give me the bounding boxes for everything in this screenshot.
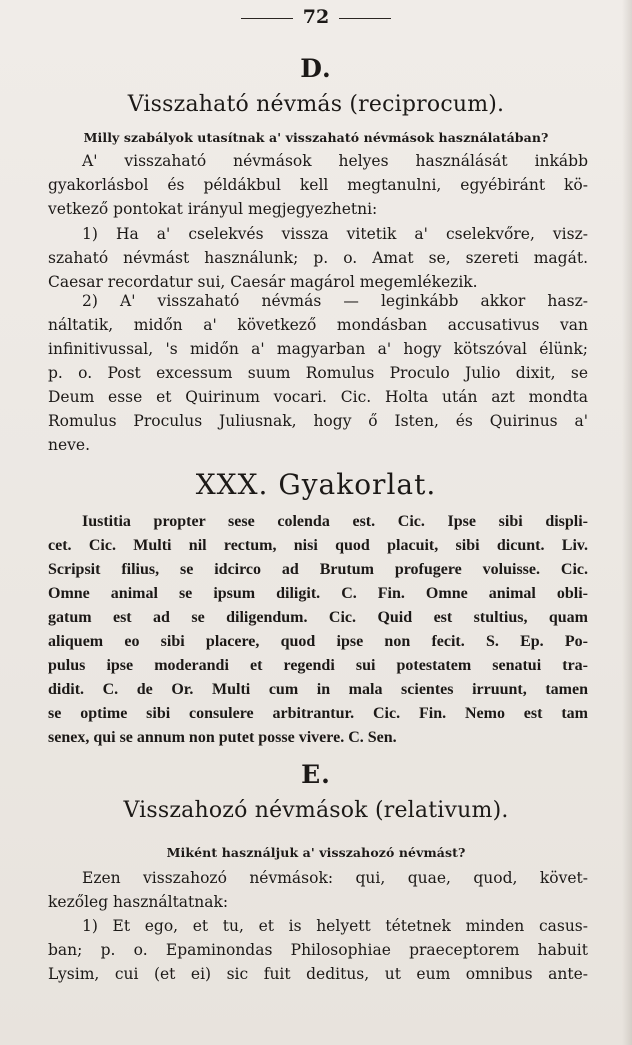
page-edge-shadow	[622, 0, 632, 1045]
text-line: pulus ipse moderandi et regendi sui potestatem senatui tra-	[48, 657, 588, 674]
section-d-rule-1	[48, 222, 588, 294]
text-line: ban; p. o. Epaminondas Philosophiae praeceptorem habuit	[48, 941, 588, 959]
text-line: A' visszaható névmások helyes használását inkább	[82, 152, 588, 170]
text-line: Lysim, cui (et ei) sic fuit deditus, ut eum omnibus ante-	[48, 965, 588, 983]
text-line: senex, qui se annum non putet posse vivere. C. Sen.	[48, 729, 397, 746]
section-d-intro	[48, 149, 588, 221]
header-rule-right	[339, 18, 391, 19]
section-e-text	[48, 866, 588, 986]
text-line: Caesar recordatur sui, Caesár magárol megemlékezik.	[48, 273, 478, 291]
text-line: kezőleg használtatnak:	[48, 893, 229, 911]
text-line: Omne animal se ipsum diligit. C. Fin. Omne animal obli-	[48, 585, 588, 602]
text-line: 1) Et ego, et tu, et is helyett tétetnek minden casus-	[82, 917, 588, 935]
section-e-letter: E.	[301, 760, 331, 789]
text-line: náltatik, midőn a' következő mondásban accusativus van	[48, 316, 588, 334]
text-line: infinitivussal, 's midőn a' magyarban a' hogy kötszóval élünk;	[48, 340, 588, 358]
exercise-text	[48, 510, 588, 750]
text-line: szaható névmást használunk; p. o. Amat se, szereti magát.	[48, 249, 588, 267]
page-header	[0, 6, 632, 28]
text-line: 1) Ha a' cselekvés vissza vitetik a' cselekvőre, visz-	[82, 225, 588, 243]
text-line: Romulus Proculus Juliusnak, hogy ő Isten, és Quirinus a'	[48, 412, 588, 430]
text-line: vetkező pontokat irányul megjegyezhetni:	[48, 200, 378, 218]
section-d-subtitle: Milly szabályok utasítnak a' visszaható névmások használatában?	[83, 130, 549, 145]
text-line: Iustitia propter sese colenda est. Cic. Ipse sibi displi-	[82, 513, 588, 530]
section-d-letter: D.	[300, 54, 332, 83]
text-line: aliquem eo sibi placere, quod ipse non fecit. S. Ep. Po-	[48, 633, 588, 650]
section-d-title: Visszaható névmás (reciprocum).	[127, 92, 505, 117]
text-line: gyakorlásbol és példákbul kell megtanulni, egyébiránt kö-	[48, 176, 588, 194]
page-number: 72	[302, 6, 330, 28]
section-d-rule-2	[48, 289, 588, 457]
section-e-title: Visszahozó névmások (relativum).	[123, 798, 509, 823]
text-line: gatum est ad se diligendum. Cic. Quid est stultius, quam	[48, 609, 588, 626]
text-line: p. o. Post excessum suum Romulus Proculo Julio dixit, se	[48, 364, 588, 382]
text-line: neve.	[48, 436, 91, 454]
section-e-subtitle: Miként használjuk a' visszahozó névmást?	[166, 845, 466, 860]
text-line: Scripsit filius, se idcirco ad Brutum profugere voluisse. Cic.	[48, 561, 588, 578]
text-line: 2) A' visszaható névmás — leginkább akkor hasz-	[82, 292, 588, 310]
text-line: se optime sibi consulere arbitrantur. Cic. Fin. Nemo est tam	[48, 705, 588, 722]
exercise-title: XXX. Gyakorlat.	[195, 468, 437, 501]
text-line: didit. C. de Or. Multi cum in mala scientes irruunt, tamen	[48, 681, 588, 698]
text-line: Ezen visszahozó névmások: qui, quae, quod, követ-	[82, 869, 588, 887]
text-line: Deum esse et Quirinum vocari. Cic. Holta után azt mondta	[48, 388, 588, 406]
text-line: cet. Cic. Multi nil rectum, nisi quod placuit, sibi dicunt. Liv.	[48, 537, 588, 554]
header-rule-left	[241, 18, 293, 19]
